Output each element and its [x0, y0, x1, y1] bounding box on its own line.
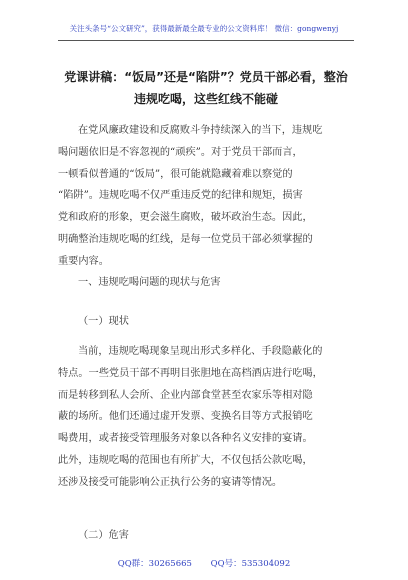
subsection-heading-status	[58, 311, 354, 333]
section-heading-1	[58, 272, 354, 294]
paragraph-line: 喝费用，或者接受管理服务对象以各种名义安排的宴请。	[58, 433, 313, 445]
paragraph-line: 特点。一些党员干部不再明目张胆地在高档酒店进行吃喝，	[58, 367, 323, 379]
subsection-heading-harm	[58, 525, 354, 547]
paragraph-line: 明确整治违规吃喝的红线，是每一位党员干部必须掌握的	[58, 233, 313, 245]
title-line-2: 违规吃喝，这些红线不能碰	[133, 92, 278, 106]
paragraph-line: 而是转移到私人会所、企业内部食堂甚至农家乐等相对隐	[58, 389, 313, 401]
paragraph-line: 一顿看似普通的“饭局”，很可能就隐藏着难以察觉的	[58, 168, 293, 180]
paragraph-line: 在党风廉政建设和反腐败斗争持续深入的当下，违规吃	[78, 125, 323, 136]
paragraph-line: 此外，违规吃喝的范围也有所扩大，不仅包括公款吃喝，	[58, 454, 313, 466]
paragraph-line: 重要内容。	[58, 255, 109, 267]
heading-text: 一、违规吃喝问题的现状与危害	[78, 277, 221, 288]
header-note: 关注头条号“公文研究”，获得最新最全最专业的公文资料库！ 微信：gongwenyj	[69, 24, 339, 33]
paragraph-line: “陷阱”。违规吃喝不仅严重违反党的纪律和规矩，损害	[58, 190, 303, 202]
paragraph-line: 党和政府的形象，更会滋生腐败，破坏政治生态。因此，	[58, 212, 313, 224]
heading-text: （一）现状	[78, 316, 129, 327]
qq-number-text: QQ号：535304092	[210, 559, 291, 569]
footer-contact	[0, 557, 408, 569]
paragraph-intro	[58, 120, 354, 273]
title-line-1: 党课讲稿：“饭局”还是“陷阱”？党员干部必看，整治	[64, 70, 348, 84]
qq-group-text: QQ群：30265665	[117, 559, 192, 569]
header-divider	[58, 40, 354, 41]
paragraph-line: 当前，违规吃喝现象呈现出形式多样化、手段隐蔽化的	[78, 346, 323, 357]
paragraph-line: 还涉及接受可能影响公正执行公务的宴请等情况。	[58, 476, 283, 488]
document-title	[58, 66, 354, 110]
paragraph-line: 蔽的场所。他们还通过虚开发票、变换名目等方式报销吃	[58, 411, 313, 423]
heading-text: （二）危害	[78, 530, 129, 541]
paragraph-line: 喝问题依旧是不容忽视的“顽疾”。对于党员干部而言，	[58, 146, 303, 158]
paragraph-status	[58, 341, 354, 494]
